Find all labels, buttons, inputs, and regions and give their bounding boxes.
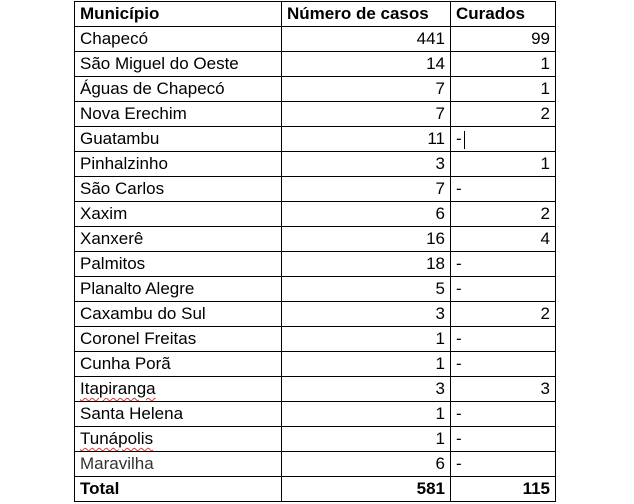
text-cursor (464, 131, 465, 149)
cell-casos[interactable]: 18 (282, 252, 451, 277)
cell-municipio[interactable]: Planalto Alegre (75, 277, 282, 302)
cell-curados[interactable]: 99 (451, 27, 556, 52)
total-curados[interactable]: 115 (451, 477, 556, 502)
cell-curados-value: - (456, 129, 462, 148)
table-row (75, 352, 556, 377)
cell-municipio[interactable]: Xaxim (75, 202, 282, 227)
cell-municipio[interactable]: Águas de Chapecó (75, 77, 282, 102)
cell-casos[interactable]: 5 (282, 277, 451, 302)
cell-curados[interactable]: - (451, 352, 556, 377)
cell-curados[interactable]: 2 (451, 102, 556, 127)
cell-municipio[interactable]: Cunha Porã (75, 352, 282, 377)
cell-casos[interactable]: 1 (282, 352, 451, 377)
table-row (75, 227, 556, 252)
cell-municipio[interactable]: Chapecó (75, 27, 282, 52)
table-row (75, 452, 556, 477)
table-row (75, 127, 556, 152)
table-row (75, 152, 556, 177)
cell-municipio[interactable]: Maravilha (75, 452, 282, 477)
table-row (75, 277, 556, 302)
cell-municipio[interactable]: São Miguel do Oeste (75, 52, 282, 77)
cell-curados[interactable]: - (451, 252, 556, 277)
cases-table (74, 1, 556, 502)
cell-casos[interactable]: 7 (282, 177, 451, 202)
cell-municipio[interactable]: Caxambu do Sul (75, 302, 282, 327)
cell-curados[interactable]: - (451, 177, 556, 202)
cell-casos[interactable]: 11 (282, 127, 451, 152)
cell-municipio[interactable]: Guatambu (75, 127, 282, 152)
cell-casos[interactable]: 6 (282, 202, 451, 227)
table-row (75, 177, 556, 202)
cell-curados[interactable]: 1 (451, 52, 556, 77)
table-row (75, 302, 556, 327)
cell-municipio[interactable]: São Carlos (75, 177, 282, 202)
cell-casos[interactable]: 16 (282, 227, 451, 252)
spellcheck-flagged-text: Tunápolis (80, 429, 154, 448)
cell-casos[interactable]: 1 (282, 427, 451, 452)
cell-curados[interactable]: - (451, 402, 556, 427)
table-row (75, 52, 556, 77)
total-label[interactable]: Total (75, 477, 282, 502)
cell-casos[interactable]: 441 (282, 27, 451, 52)
total-casos[interactable]: 581 (282, 477, 451, 502)
cell-municipio[interactable] (75, 377, 282, 402)
cell-casos[interactable]: 1 (282, 327, 451, 352)
cell-curados[interactable]: - (451, 327, 556, 352)
cell-curados[interactable]: 1 (451, 152, 556, 177)
table-row (75, 102, 556, 127)
cell-curados[interactable]: 1 (451, 77, 556, 102)
header-row (75, 2, 556, 27)
table-row (75, 402, 556, 427)
cell-curados[interactable]: - (451, 427, 556, 452)
cell-curados[interactable]: 4 (451, 227, 556, 252)
cell-municipio[interactable]: Santa Helena (75, 402, 282, 427)
cell-casos[interactable]: 1 (282, 402, 451, 427)
total-row (75, 477, 556, 502)
table-row (75, 27, 556, 52)
header-municipio[interactable]: Município (75, 2, 282, 27)
cell-casos[interactable]: 6 (282, 452, 451, 477)
header-curados[interactable]: Curados (451, 2, 556, 27)
cell-curados[interactable]: 2 (451, 202, 556, 227)
cell-curados-active[interactable] (451, 127, 556, 152)
table-row (75, 77, 556, 102)
cell-municipio[interactable] (75, 427, 282, 452)
cell-casos[interactable]: 3 (282, 377, 451, 402)
cell-municipio[interactable]: Palmitos (75, 252, 282, 277)
table-row (75, 377, 556, 402)
table-row (75, 327, 556, 352)
cell-municipio[interactable]: Coronel Freitas (75, 327, 282, 352)
cell-curados[interactable]: - (451, 277, 556, 302)
cell-curados[interactable]: 2 (451, 302, 556, 327)
spellcheck-flagged-text: Itapiranga (80, 379, 156, 398)
cell-casos[interactable]: 3 (282, 302, 451, 327)
cell-curados[interactable]: 3 (451, 377, 556, 402)
cell-municipio[interactable]: Nova Erechim (75, 102, 282, 127)
table-row (75, 427, 556, 452)
cell-casos[interactable]: 14 (282, 52, 451, 77)
cell-casos[interactable]: 3 (282, 152, 451, 177)
header-casos[interactable]: Número de casos (282, 2, 451, 27)
cell-municipio[interactable]: Xanxerê (75, 227, 282, 252)
cell-municipio[interactable]: Pinhalzinho (75, 152, 282, 177)
cell-casos[interactable]: 7 (282, 77, 451, 102)
table-row (75, 202, 556, 227)
table-row (75, 252, 556, 277)
cell-casos[interactable]: 7 (282, 102, 451, 127)
cell-curados[interactable]: - (451, 452, 556, 477)
